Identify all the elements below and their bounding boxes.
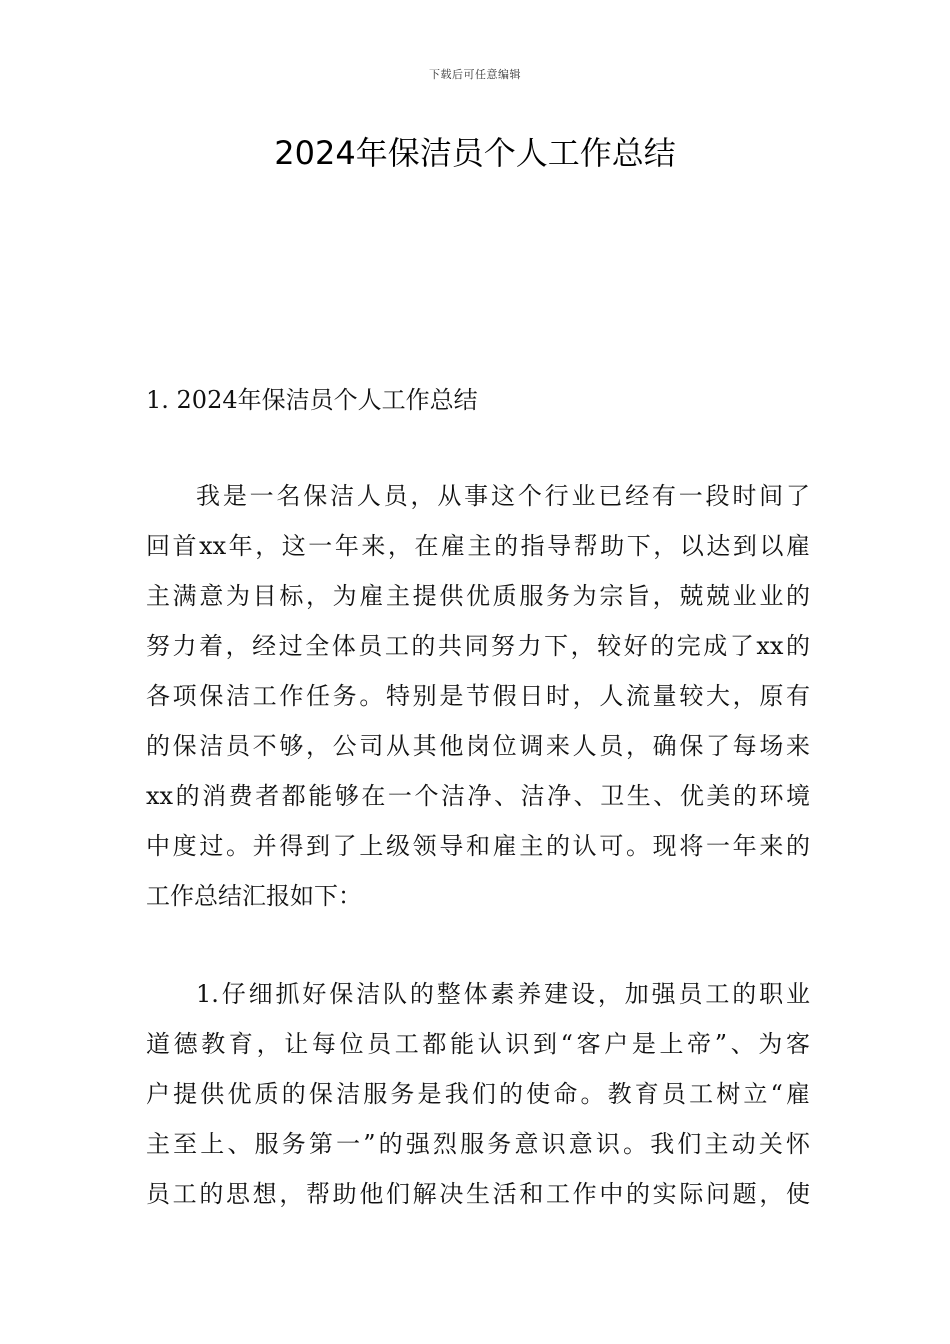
paragraph-line: 户提供优质的保洁服务是我们的使命。教育员工树立“雇 (146, 1080, 810, 1108)
paragraph-line: 员工的思想，帮助他们解决生活和工作中的实际问题，使 (146, 1180, 810, 1208)
paragraph-line: 主满意为目标，为雇主提供优质服务为宗旨，兢兢业业的 (146, 582, 810, 610)
paragraph-line: xx的消费者都能够在一个洁净、洁净、卫生、优美的环境 (146, 782, 810, 810)
header-note: 下载后可任意编辑 (429, 68, 521, 81)
paragraph-line: 工作总结汇报如下： (146, 882, 362, 910)
paragraph-intro (146, 471, 810, 921)
paragraph-line: 回首xx年，这一年来，在雇主的指导帮助下，以达到以雇 (146, 532, 810, 560)
document-title: 2024年保洁员个人工作总结 (274, 134, 676, 172)
paragraph-line: 1.仔细抓好保洁队的整体素养建设，加强员工的职业 (196, 980, 810, 1008)
paragraph-line: 各项保洁工作任务。特别是节假日时，人流量较大，原有 (146, 682, 810, 710)
paragraph-line: 的保洁员不够，公司从其他岗位调来人员，确保了每场来 (146, 732, 810, 760)
paragraph-line: 中度过。并得到了上级领导和雇主的认可。现将一年来的 (146, 832, 810, 860)
paragraph-line: 主至上、服务第一”的强烈服务意识意识。我们主动关怀 (146, 1130, 810, 1158)
paragraph-item-1 (146, 969, 810, 1219)
paragraph-line: 努力着，经过全体员工的共同努力下，较好的完成了xx的 (146, 632, 810, 660)
paragraph-line: 我是一名保洁人员，从事这个行业已经有一段时间了 (196, 482, 810, 510)
paragraph-line: 道德教育，让每位员工都能认识到“客户是上帝”、为客 (146, 1030, 810, 1058)
section-heading: 1. 2024年保洁员个人工作总结 (146, 386, 478, 414)
